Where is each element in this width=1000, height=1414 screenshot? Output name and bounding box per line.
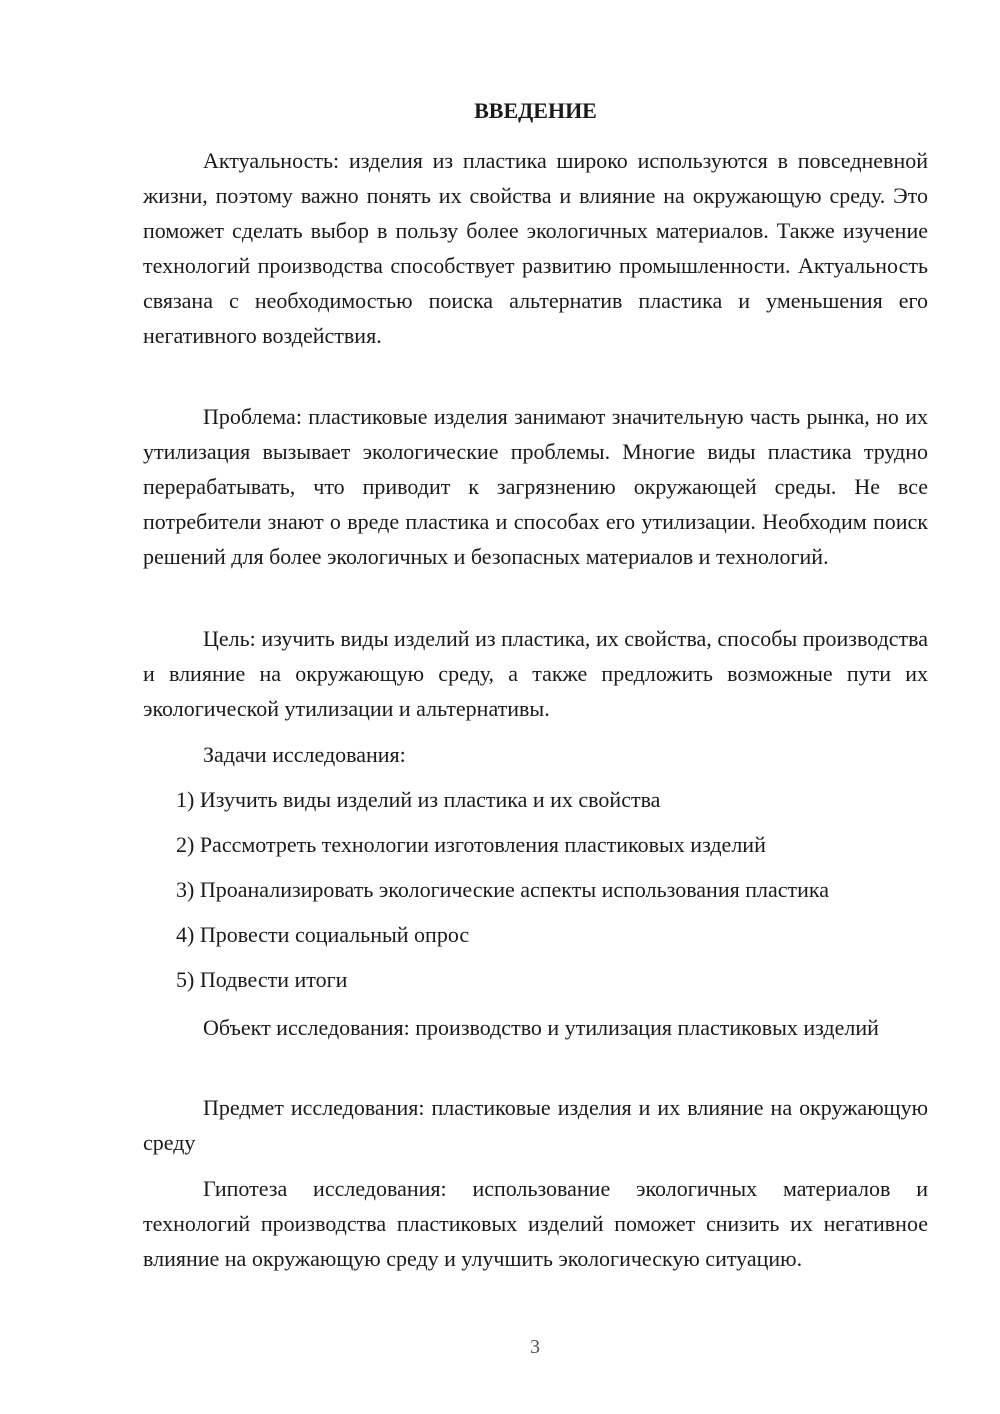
- task-item: 1) Изучить виды изделий из пластика и их свойства: [176, 787, 661, 812]
- hypothesis-paragraph: Гипотеза исследования: использование экологичных материалов и технологий производства пластиковых изделий поможет снизить их негативное влияние на окружающую среду и улучшить экологическую ситуацию.: [143, 1176, 928, 1271]
- task-item: 5) Подвести итоги: [176, 967, 348, 992]
- page-title: ВВЕДЕНИЕ: [474, 98, 597, 123]
- page-number: 3: [530, 1336, 540, 1358]
- problem-paragraph: Проблема: пластиковые изделия занимают значительную часть рынка, но их утилизация вызывает экологические проблемы. Многие виды пластика трудно перерабатывать, что приводит к загрязнению окружающей среды. Не все потребители знают о вреде пластика и способах его утилизации. Необходим поиск решений для более экологичных и безопасных материалов и технологий.: [143, 404, 928, 569]
- tasks-heading: Задачи исследования:: [203, 742, 406, 767]
- task-item: 2) Рассмотреть технологии изготовления пластиковых изделий: [176, 832, 766, 857]
- object-paragraph: Объект исследования: производство и утилизация пластиковых изделий: [203, 1015, 879, 1040]
- subject-paragraph: Предмет исследования: пластиковые изделия и их влияние на окружающую среду: [143, 1095, 928, 1155]
- task-item: 3) Проанализировать экологические аспекты использования пластика: [176, 877, 830, 902]
- task-item: 4) Провести социальный опрос: [176, 922, 470, 947]
- relevance-paragraph: Актуальность: изделия из пластика широко используются в повседневной жизни, поэтому важно понять их свойства и влияние на окружающую среду. Это поможет сделать выбор в пользу более экологичных материалов. Также изучение технологий производства способствует развитию промышленности. Актуальность связана с необходимостью поиска альтернатив пластика и уменьшения его негативного воздействия.: [143, 148, 928, 348]
- goal-paragraph: Цель: изучить виды изделий из пластика, их свойства, способы производства и влияние на окружающую среду, а также предложить возможные пути их экологической утилизации и альтернативы.: [143, 626, 928, 721]
